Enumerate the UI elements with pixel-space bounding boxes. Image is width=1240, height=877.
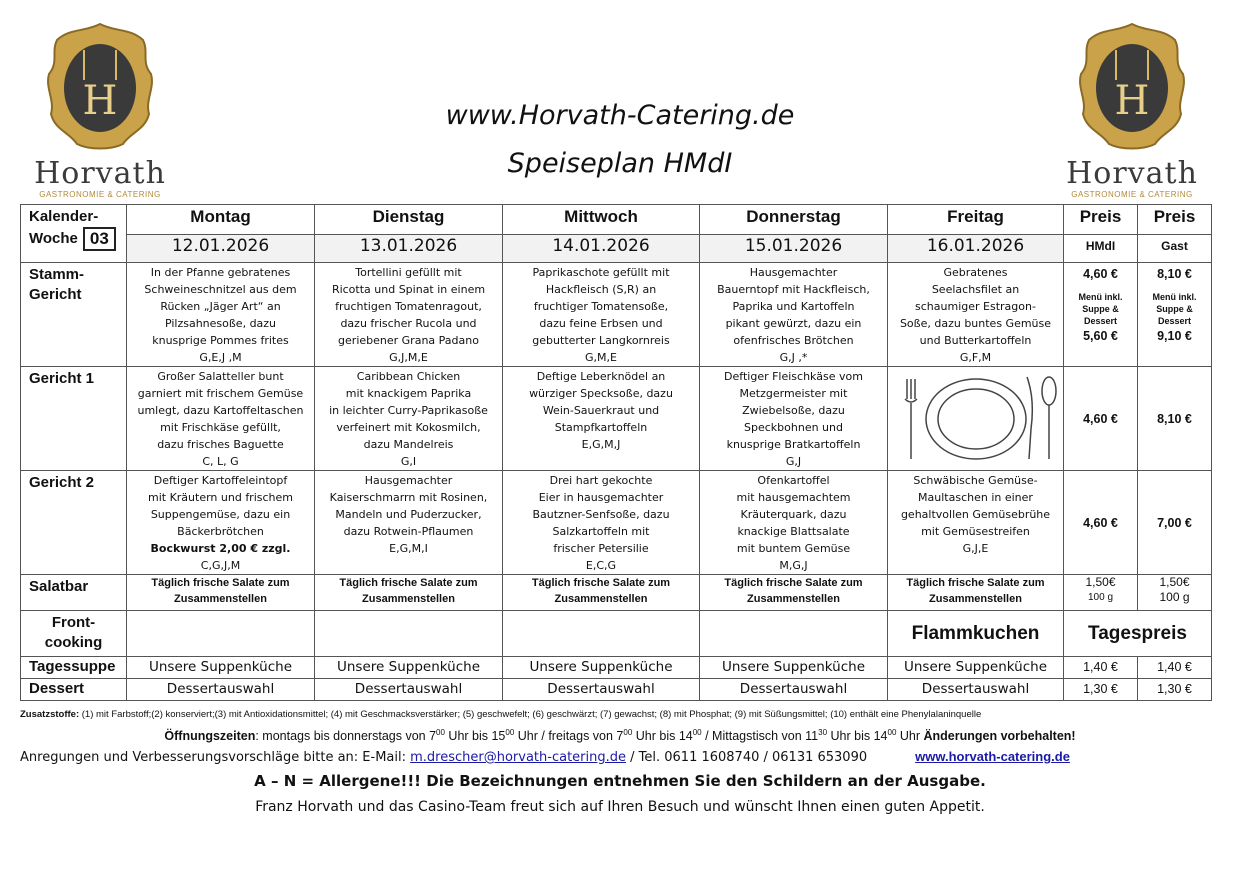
- front-monday: [127, 611, 315, 657]
- dish-line: Kaiserschmarrn mit Rosinen,: [329, 491, 488, 504]
- opening-label: Öffnungszeiten: [164, 729, 256, 744]
- dish-line: Soße, dazu buntes Gemüse: [899, 317, 1052, 330]
- dish-g2-friday: [888, 471, 1064, 575]
- dish-line: Bäckerbrötchen: [177, 525, 264, 538]
- dish-extra: Bockwurst 2,00 € zzgl.: [150, 542, 291, 555]
- opening-sup: 00: [436, 728, 445, 737]
- logo-word: Horvath: [34, 156, 166, 191]
- salat-friday: [888, 575, 1064, 611]
- salat-tuesday: [315, 575, 503, 611]
- dish-line: dazu Rotwein-Pflaumen: [343, 525, 474, 538]
- dish-allergens: E,C,G: [585, 559, 617, 572]
- dish-allergens: G,M,E: [585, 351, 617, 364]
- price-g2-hmdi: 4,60 €: [1064, 471, 1138, 575]
- dish-stamm-thursday: [700, 263, 888, 367]
- front-thursday: [700, 611, 888, 657]
- menu-note: Dessert: [1083, 316, 1118, 326]
- date-monday: 12.01.2026: [127, 235, 315, 263]
- price-unit: 100 g: [1087, 592, 1114, 603]
- price-value: 4,60 €: [1083, 267, 1118, 281]
- dish-line: Mandeln und Puderzucker,: [335, 508, 482, 521]
- dish-allergens: G,J: [785, 455, 802, 468]
- price-suppe-hmdi: 1,40 €: [1064, 657, 1138, 679]
- additives-text: (1) mit Farbstoff;(2) konserviert;(3) mit Antioxidationsmittel; (4) mit Geschmacksverstärker; (5) geschwefelt; (6) geschwärzt; (7) gewachst; (8) mit Phosphat; (9) mit Süßungsmittel; (10) enthält eine Phenylalaninquelle: [79, 709, 982, 720]
- dish-line: Seelachsfilet an: [931, 283, 1020, 296]
- dish-line: mit buntem Gemüse: [736, 542, 851, 555]
- opening-sup: 00: [505, 728, 515, 737]
- price-unit: 100 g: [1159, 590, 1190, 604]
- dish-line: Suppengemüse, dazu ein: [150, 508, 291, 521]
- dish-g1-thursday: [700, 367, 888, 471]
- day-wednesday: Mittwoch: [503, 205, 700, 235]
- row-label-stamm-1: Stamm-: [29, 266, 85, 283]
- row-label-stamm: [21, 263, 127, 367]
- dish-line: Bauerntopf mit Hackfleisch,: [717, 283, 870, 296]
- row-label-dessert: Dessert: [21, 679, 127, 701]
- opening-sup: 30: [818, 728, 828, 737]
- dish-stamm-friday: [888, 263, 1064, 367]
- dish-line: Eier in hausgemachter: [538, 491, 664, 504]
- plan-title: Speiseplan HMdI: [507, 148, 733, 179]
- price-head-hmdi: Preis: [1064, 205, 1138, 235]
- opening-sup: 00: [623, 728, 633, 737]
- opening-sup: 00: [692, 728, 702, 737]
- dish-line: Stampfkartoffeln: [554, 421, 648, 434]
- dish-line: gebutterter Langkornreis: [532, 334, 670, 347]
- price-g1-gast: 8,10 €: [1138, 367, 1212, 471]
- contact-text: Anregungen und Verbesserungsvorschläge bitte an: E-Mail:: [20, 750, 411, 765]
- price-g1-hmdi: 4,60 €: [1064, 367, 1138, 471]
- dish-line: Deftige Leberknödel an: [536, 370, 666, 383]
- dish-line: Paprika und Kartoffeln: [732, 300, 855, 313]
- dish-line: mit hausgemachtem: [736, 491, 851, 504]
- row-label-frontcooking: [21, 611, 127, 657]
- dish-g2-thursday: [700, 471, 888, 575]
- plate-cutlery-icon: [891, 369, 1061, 465]
- dish-line: Schweineschnitzel aus dem: [144, 283, 297, 296]
- date-thursday: 15.01.2026: [700, 235, 888, 263]
- row-label-stamm-2: Gericht: [29, 286, 82, 303]
- dish-line: Tortellini gefüllt mit: [355, 266, 462, 279]
- dish-line: In der Pfanne gebratenes: [150, 266, 291, 279]
- menu-price: 9,10 €: [1157, 329, 1192, 343]
- price-dessert-gast: 1,30 €: [1138, 679, 1212, 701]
- dish-line: Wein-Sauerkraut und: [542, 404, 660, 417]
- opening-text: Uhr / freitags von 7: [514, 729, 624, 744]
- opening-text: Uhr bis 14: [827, 729, 888, 744]
- dish-allergens: G,E,J ,M: [199, 351, 242, 364]
- dish-line: Schwäbische Gemüse-: [913, 474, 1038, 487]
- salat-thursday: [700, 575, 888, 611]
- week-label-1: Kalender-: [29, 208, 99, 225]
- menu-note: Dessert: [1157, 316, 1192, 326]
- contact-phone: / Tel. 0611 1608740 / 06131 653090: [626, 750, 868, 765]
- dish-line: Hackfleisch (S,R) an: [545, 283, 657, 296]
- opening-text: Uhr bis 15: [444, 729, 506, 744]
- date-tuesday: 13.01.2026: [315, 235, 503, 263]
- suppe-thursday: Unsere Suppenküche: [700, 657, 888, 679]
- row-label-front-1: Front-: [51, 614, 96, 631]
- salat-line: Täglich frische Salate zum: [724, 577, 863, 589]
- dish-allergens: G,J,M,E: [389, 351, 428, 364]
- dish-allergens: E,G,M,I: [389, 542, 428, 555]
- dish-stamm-wednesday: [503, 263, 700, 367]
- dish-line: mit Frischkäse gefüllt,: [160, 421, 281, 434]
- dish-line: fruchtiger Tomatensoße,: [533, 300, 669, 313]
- price-stamm-hmdi: [1064, 263, 1138, 367]
- front-price: Tagespreis: [1064, 611, 1212, 657]
- price-value: 1,50€: [1159, 575, 1190, 589]
- dish-allergens: C, L, G: [202, 455, 239, 468]
- menu-price: 5,60 €: [1083, 329, 1118, 343]
- salat-line: Zusammenstellen: [174, 593, 267, 605]
- svg-text:H: H: [1114, 78, 1150, 124]
- dish-line: Zwiebelsoße, dazu: [742, 404, 845, 417]
- dish-line: und Butterkartoffeln: [919, 334, 1032, 347]
- week-label-cell: [21, 205, 127, 263]
- price-suppe-gast: 1,40 €: [1138, 657, 1212, 679]
- footer-additives: [20, 709, 1220, 720]
- dish-line: knusprige Pommes frites: [152, 334, 289, 347]
- dish-line: schaumiger Estragon-: [915, 300, 1036, 313]
- dish-line: mit knackigem Paprika: [345, 387, 472, 400]
- suppe-wednesday: Unsere Suppenküche: [503, 657, 700, 679]
- dish-line: Hausgemachter: [749, 266, 838, 279]
- footer-opening-hours: [0, 728, 1240, 743]
- dish-line: Speckbohnen und: [744, 421, 843, 434]
- suppe-friday: Unsere Suppenküche: [888, 657, 1064, 679]
- salat-monday: [127, 575, 315, 611]
- front-friday: Flammkuchen: [888, 611, 1064, 657]
- dish-line: pikant gewürzt, dazu ein: [725, 317, 862, 330]
- price-g2-gast: 7,00 €: [1138, 471, 1212, 575]
- logo-subtitle: GASTRONOMIE & CATERING: [39, 190, 161, 199]
- dish-line: Ricotta und Spinat in einem: [331, 283, 486, 296]
- additives-label: Zusatzstoffe:: [20, 709, 80, 720]
- dish-line: Salzkartoffeln mit: [552, 525, 650, 538]
- changes-reserved: Änderungen vorbehalten!: [923, 729, 1076, 744]
- dish-line: Metzgermeister mit: [739, 387, 848, 400]
- dish-line: ofenfrisches Brötchen: [733, 334, 854, 347]
- menu-note: Menü inkl.: [1152, 292, 1197, 302]
- price-value: 8,10 €: [1157, 267, 1192, 281]
- dessert-monday: Dessertauswahl: [127, 679, 315, 701]
- dish-allergens: G,F,M: [959, 351, 992, 364]
- menu-note: Suppe &: [1156, 304, 1193, 314]
- dish-line: Deftiger Fleischkäse vom: [724, 370, 863, 383]
- dish-line: Ofenkartoffel: [757, 474, 830, 487]
- row-label-suppe: Tagessuppe: [21, 657, 127, 679]
- date-wednesday: 14.01.2026: [503, 235, 700, 263]
- dish-line: dazu Mandelreis: [363, 438, 454, 451]
- suppe-tuesday: Unsere Suppenküche: [315, 657, 503, 679]
- svg-text:H: H: [82, 78, 118, 124]
- dish-line: garniert mit frischem Gemüse: [137, 387, 304, 400]
- price-salat-hmdi: [1064, 575, 1138, 611]
- dessert-wednesday: Dessertauswahl: [503, 679, 700, 701]
- dish-line: fruchtigen Tomatenragout,: [335, 300, 482, 313]
- row-label-salatbar: Salatbar: [21, 575, 127, 611]
- dish-g2-tuesday: [315, 471, 503, 575]
- salat-line: Zusammenstellen: [929, 593, 1022, 605]
- dish-line: Gebratenes: [943, 266, 1008, 279]
- salat-line: Täglich frische Salate zum: [339, 577, 478, 589]
- row-label-gericht2: Gericht 2: [21, 471, 127, 575]
- opening-text: : montags bis donnerstags von 7: [255, 729, 437, 744]
- logo-subtitle: GASTRONOMIE & CATERING: [1071, 190, 1193, 199]
- dish-line: mit Kräutern und frischem: [147, 491, 293, 504]
- dish-allergens: E,G,M,J: [581, 438, 621, 451]
- dish-g2-monday: [127, 471, 315, 575]
- salat-line: Zusammenstellen: [554, 593, 648, 605]
- dish-line: Drei hart gekochte: [549, 474, 653, 487]
- dish-line: Paprikaschote gefüllt mit: [532, 266, 670, 279]
- site-title: www.Horvath-Catering.de: [445, 100, 795, 131]
- dessert-friday: Dessertauswahl: [888, 679, 1064, 701]
- dish-line: knackige Blattsalate: [737, 525, 850, 538]
- dish-line: dazu frisches Baguette: [157, 438, 284, 451]
- dessert-thursday: Dessertauswahl: [700, 679, 888, 701]
- dish-g1-friday: [888, 367, 1064, 471]
- menu-note: Suppe &: [1082, 304, 1119, 314]
- dish-line: würziger Specksoße, dazu: [529, 387, 673, 400]
- footer-allergens: A – N = Allergene!!! Die Bezeichnungen entnehmen Sie den Schildern an der Ausgabe.: [254, 772, 986, 790]
- price-stamm-gast: [1138, 263, 1212, 367]
- price-salat-gast: [1138, 575, 1212, 611]
- opening-text: Uhr bis 14: [632, 729, 693, 744]
- dish-allergens: G,J ,*: [779, 351, 808, 364]
- dish-stamm-tuesday: [315, 263, 503, 367]
- day-thursday: Donnerstag: [700, 205, 888, 235]
- front-wednesday: [503, 611, 700, 657]
- email-link[interactable]: m.drescher@horvath-catering.de: [410, 750, 626, 765]
- dish-allergens: G,J,E: [962, 542, 989, 555]
- dish-line: Pilzsahnesoße, dazu: [164, 317, 277, 330]
- menu-table: [20, 204, 1212, 701]
- logo-word: Horvath: [1066, 156, 1198, 191]
- row-label-gericht1: Gericht 1: [21, 367, 127, 471]
- salat-line: Täglich frische Salate zum: [151, 577, 290, 589]
- price-head-gast: Preis: [1138, 205, 1212, 235]
- dish-allergens: M,G,J: [779, 559, 808, 572]
- dessert-tuesday: Dessertauswahl: [315, 679, 503, 701]
- dish-allergens: C,G,J,M: [200, 559, 241, 572]
- dish-line: in leichter Curry-Paprikasoße: [329, 404, 488, 417]
- dish-line: Bautzner-Senfsoße, dazu: [532, 508, 670, 521]
- dish-g1-monday: [127, 367, 315, 471]
- dish-line: Kräuterquark, dazu: [740, 508, 847, 521]
- opening-text: Uhr: [896, 729, 924, 744]
- opening-text: / Mittagstisch von 11: [701, 729, 819, 744]
- price-sub-gast: Gast: [1138, 235, 1212, 263]
- price-dessert-hmdi: 1,30 €: [1064, 679, 1138, 701]
- salat-wednesday: [503, 575, 700, 611]
- date-friday: 16.01.2026: [888, 235, 1064, 263]
- dish-stamm-monday: [127, 263, 315, 367]
- front-tuesday: [315, 611, 503, 657]
- day-friday: Freitag: [888, 205, 1064, 235]
- dish-allergens: G,I: [400, 455, 417, 468]
- week-label-text: Woche: [29, 229, 78, 247]
- website-link[interactable]: www.horvath-catering.de: [915, 749, 1070, 764]
- salat-line: Täglich frische Salate zum: [531, 577, 671, 589]
- dish-line: umlegt, dazu Kartoffeltaschen: [137, 404, 304, 417]
- salat-line: Täglich frische Salate zum: [906, 577, 1045, 589]
- dish-line: Caribbean Chicken: [356, 370, 461, 383]
- dish-line: knusprige Bratkartoffeln: [726, 438, 861, 451]
- dish-line: gehaltvollen Gemüsebrühe: [900, 508, 1051, 521]
- day-monday: Montag: [127, 205, 315, 235]
- dish-line: frischer Petersilie: [553, 542, 649, 555]
- dish-g1-wednesday: [503, 367, 700, 471]
- dish-line: verfeinert mit Kokosmilch,: [336, 421, 481, 434]
- footer-contact: [20, 749, 1220, 765]
- footer-greeting: Franz Horvath und das Casino-Team freut sich auf Ihren Besuch und wünscht Ihnen einen guten Appetit.: [255, 799, 985, 815]
- dish-g2-wednesday: [503, 471, 700, 575]
- dish-line: Deftiger Kartoffeleintopf: [153, 474, 288, 487]
- dish-line: geriebener Grana Padano: [338, 334, 479, 347]
- dish-line: Großer Salatteller bunt: [157, 370, 284, 383]
- dish-line: Maultaschen in einer: [918, 491, 1033, 504]
- menu-note: Menü inkl.: [1078, 292, 1123, 302]
- dish-line: Rücken „Jäger Art“ an: [160, 300, 281, 313]
- week-label-2: [29, 227, 126, 251]
- salat-line: Zusammenstellen: [362, 593, 455, 605]
- day-tuesday: Dienstag: [315, 205, 503, 235]
- dish-line: mit Gemüsestreifen: [921, 525, 1030, 538]
- price-value: 1,50€: [1085, 575, 1116, 589]
- price-sub-hmdi: HMdI: [1064, 235, 1138, 263]
- dish-line: Hausgemachter: [364, 474, 453, 487]
- dish-line: dazu frischer Rucola und: [340, 317, 477, 330]
- week-number: 03: [83, 227, 116, 251]
- suppe-monday: Unsere Suppenküche: [127, 657, 315, 679]
- row-label-front-2: cooking: [44, 634, 103, 651]
- salat-line: Zusammenstellen: [747, 593, 840, 605]
- dish-line: dazu feine Erbsen und: [539, 317, 663, 330]
- dish-g1-tuesday: [315, 367, 503, 471]
- opening-sup: 00: [887, 728, 897, 737]
